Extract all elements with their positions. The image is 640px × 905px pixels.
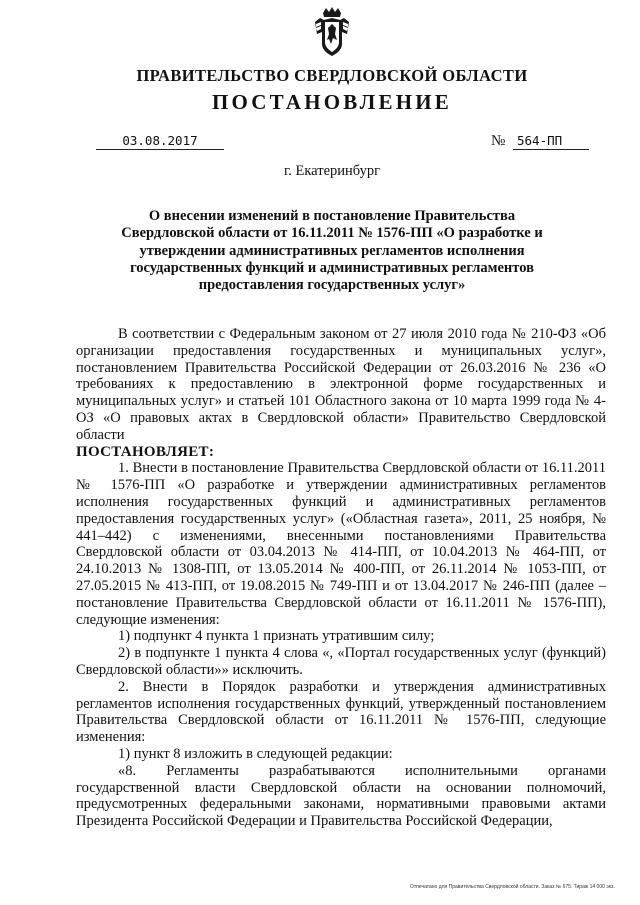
number-sign: № (491, 133, 506, 149)
document-number: 564-ПП (513, 133, 589, 150)
paragraph-2-item-1: 1) пункт 8 изложить в следующей редакции: (118, 745, 393, 762)
coat-of-arms-emblem (312, 6, 352, 58)
preamble-paragraph: В соответствии с Федеральным законом от 27 июля 2010 года № 210-ФЗ «Об организации предоставления государственных и муниципальных услуг», постановлением Правительства Российской Федерации от 26.03.2016 № 236 «О требованиях к предоставлению в электронной форме государственных и муниципальных услуг» и статьей 101 Областного закона от 10 марта 1999 года № 4-ОЗ «О правовых актах в Свердловской области» Правительство Свердловской области (76, 326, 606, 443)
paragraph-1-item-2: 2) в подпункте 1 пункта 4 слова «, «Портал государственных услуг (функций) Свердловской области»» исключить. (76, 645, 606, 678)
print-footer: Отпечатано для Правительства Свердловской области. Заказ № 675. Тираж 14 000 экз. (410, 884, 615, 890)
decree-word: ПОСТАНОВЛЯЕТ: (76, 443, 215, 460)
document-body (76, 326, 606, 830)
document-title: О внесении изменений в постановление Правительства Свердловской области от 16.11.2011 № 1576-ПП «О разработке и утверждении административных регламентов исполнения государственных функций и административных регламентов предоставления государственных услуг» (121, 208, 543, 294)
document-date: 03.08.2017 (96, 133, 224, 150)
coat-of-arms-icon (312, 6, 352, 58)
paragraph-2-quote: «8. Регламенты разрабатываются исполнительными органами государственной власти Свердловской области на основании полномочий, предусмотренных федеральными законами, нормативными правовыми актами Президента Российской Федерации и Правительства Российской Федерации, (76, 762, 606, 830)
city: г. Екатеринбург (283, 163, 381, 179)
paragraph-1-item-1: 1) подпункт 4 пункта 1 признать утратившим силу; (118, 628, 435, 645)
paragraph-1: 1. Внести в постановление Правительства Свердловской области от 16.11.2011 № 1576-ПП «О разработке и утверждении административных регламентов исполнения государственных функций и административных регламентов предоставления государственных услуг» («Областная газета», 2011, 25 ноября, № 441–442) с изменениями, внесенными постановлениями Правительства Свердловской области от 03.04.2013 № 414-ПП, от 10.04.2013 № 464-ПП, от 24.10.2013 № 1308-ПП, от 13.05.2014 № 400-ПП, от 26.11.2014 № 1053-ПП, от 27.05.2015 № 413-ПП, от 19.08.2015 № 749-ПП и от 13.04.2017 № 246-ПП (далее – постановление Правительства Свердловской области от 16.11.2011 № 1576-ПП), следующие изменения: (76, 460, 606, 628)
document-type: ПОСТАНОВЛЕНИЕ (211, 90, 453, 114)
organization-name: ПРАВИТЕЛЬСТВО СВЕРДЛОВСКОЙ ОБЛАСТИ (136, 66, 528, 85)
paragraph-2: 2. Внести в Порядок разработки и утверждения административных регламентов исполнения государственных функций, утвержденный постановлением Правительства Свердловской области от 16.11.2011 № 1576-ПП, следующие изменения: (76, 678, 606, 746)
